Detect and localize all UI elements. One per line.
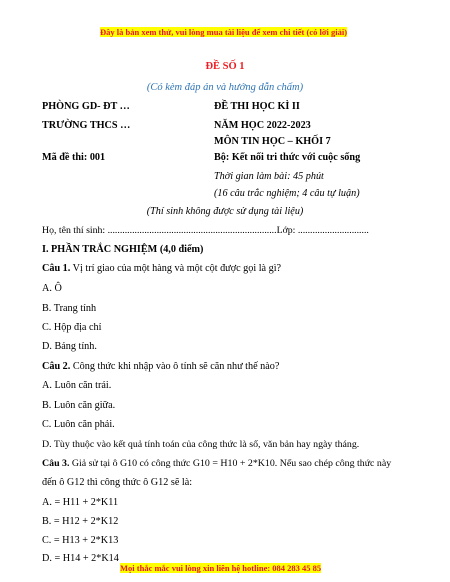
exam-code: Mã đề thi: 001: [42, 152, 106, 163]
question-2-label: Câu 2.: [42, 361, 71, 372]
school-year: NĂM HỌC 2022-2023: [214, 120, 311, 131]
question-1-option-d: D. Bảng tính.: [42, 341, 97, 352]
book-series: Bộ: Kết nối tri thức với cuộc sống: [214, 152, 361, 163]
question-2-option-d: D. Tùy thuộc vào kết quả tính toán của công thức là số, văn bản hay ngày tháng.: [42, 439, 360, 450]
department-name: PHÒNG GD- ĐT …: [42, 101, 130, 112]
exam-title: ĐỀ THI HỌC KÌ II: [214, 101, 300, 112]
question-2-text: Công thức khi nhập vào ô tính sẽ căn như thế nào?: [70, 361, 280, 372]
question-3-option-a: A. = H11 + 2*K11: [42, 497, 119, 508]
question-3-option-d: D. = H14 + 2*K14: [42, 553, 119, 564]
question-1-text: Vị trí giao của một hàng và một cột được gọi là gì?: [70, 263, 282, 274]
exam-number: ĐỀ SỐ 1: [205, 61, 245, 72]
preview-banner: Đây là bản xem thử, vui lòng mua tài liệu để xem chi tiết (có lời giải): [100, 27, 348, 37]
question-3-label: Câu 3.: [42, 458, 70, 469]
question-3-text-cont: đến ô G12 thì công thức ô G12 sẽ là:: [42, 477, 193, 488]
question-1: [42, 263, 281, 274]
question-3-option-c: C. = H13 + 2*K13: [42, 535, 119, 546]
section-title: I. PHẦN TRẮC NGHIỆM (4,0 điểm): [42, 244, 204, 255]
school-name: TRƯỜNG THCS …: [42, 120, 131, 131]
question-1-option-a: A. Ô: [42, 283, 62, 294]
question-2-option-c: C. Luôn căn phải.: [42, 419, 115, 430]
question-2-option-a: A. Luôn căn trái.: [42, 380, 112, 391]
question-counts: (16 câu trắc nghiệm; 4 câu tự luận): [214, 188, 360, 199]
exam-subtitle: (Có kèm đáp án và hướng dẫn chấm): [146, 82, 304, 93]
question-2-option-b: B. Luôn căn giữa.: [42, 400, 116, 411]
question-3-text: Giả sử tại ô G10 có công thức G10 = H10 + 2*K10. Nếu sao chép công thức này: [69, 458, 392, 469]
question-3: [42, 458, 391, 469]
hotline-banner: Mọi thắc mắc vui lòng xin liên hệ hotline: 084 283 45 85: [120, 563, 322, 573]
question-1-option-b: B. Trang tính: [42, 303, 97, 314]
question-3-option-b: B. = H12 + 2*K12: [42, 516, 119, 527]
question-1-option-c: C. Hộp địa chỉ: [42, 322, 102, 333]
question-1-label: Câu 1.: [42, 263, 71, 274]
question-2: [42, 361, 279, 372]
student-info-line: Họ, tên thí sinh: .....................................................................Lớp: .............................: [42, 225, 369, 236]
exam-note: (Thí sinh không được sử dụng tài liệu): [146, 206, 304, 217]
subject: MÔN TIN HỌC – KHỐI 7: [214, 136, 331, 147]
time-limit: Thời gian làm bài: 45 phút: [214, 171, 324, 182]
